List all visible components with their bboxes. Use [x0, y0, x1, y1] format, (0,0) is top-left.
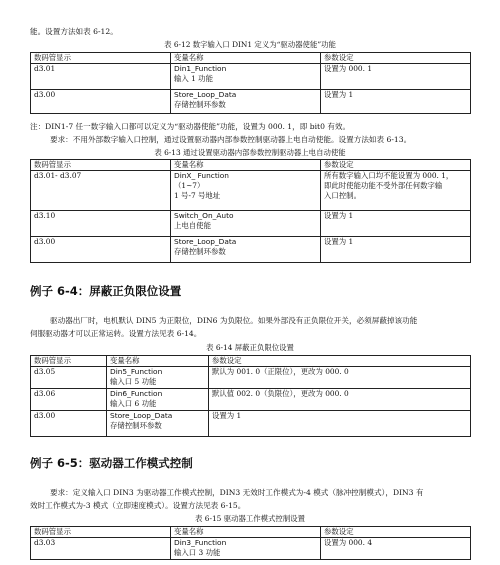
name-cell: Store_Loop_Data 存储控制环参数 [171, 237, 321, 263]
name-cell: Din3_Function 输入口 3 功能 [171, 538, 321, 560]
name-cell: Store_Loop_Data 存储控制环参数 [171, 90, 321, 114]
name-cell: DinX_ Function （1~7） 1 号-7 号地址 [171, 171, 321, 211]
header-cell: 数码管显示 [31, 160, 171, 171]
example-6-4-heading: 例子 6-4：屏蔽正负限位设置 [30, 284, 182, 298]
setting-cell: 所有数字输入口均不能设置为 000. 1， 即此时使能功能不受外部任何数字输 入口控制。 [321, 171, 471, 211]
setting-cell: 设置为 1 [321, 211, 471, 237]
setting-cell: 默认为 001. 0（正限位），更改为 000. 0 [209, 367, 471, 389]
display-cell: d3.05 [31, 367, 107, 389]
setting-cell: 设置为 000. 4 [321, 538, 471, 560]
setting-cell: 默认值 002. 0（负限位），更改为 000. 0 [209, 389, 471, 411]
header-cell: 数码管显示 [31, 53, 171, 64]
name-cell: Din5_Function 输入口 5 功能 [107, 367, 209, 389]
display-cell: d3.00 [31, 411, 107, 437]
display-cell: d3.00 [31, 90, 171, 114]
requirement-line: 要求：不用外部数字输入口控制，通过设置驱动器内部参数控制驱动器上电自动使能。设置方法如表 6-13。 [50, 135, 412, 144]
header-cell: 参数设定 [321, 527, 471, 538]
table-6-12 [30, 52, 471, 114]
table-row [31, 90, 471, 114]
header-cell: 变量名称 [107, 356, 209, 367]
setting-cell: 设置为 1 [209, 411, 471, 437]
header-cell: 变量名称 [171, 527, 321, 538]
table-row [31, 211, 471, 237]
table-6-15-caption: 表 6-15 驱动器工作模式控制设置 [195, 514, 305, 523]
header-cell: 数码管显示 [31, 527, 171, 538]
table-row [31, 237, 471, 263]
display-cell: d3.10 [31, 211, 171, 237]
display-cell: d3.06 [31, 389, 107, 411]
table-header-row [31, 160, 471, 171]
table-6-13-caption: 表 6-13 通过设置驱动器内部参数控制驱动器上电自动使能 [154, 148, 346, 157]
table-header-row [31, 527, 471, 538]
table-6-14-caption: 表 6-14 屏蔽正负限位设置 [206, 343, 294, 352]
name-cell: Switch_On_Auto 上电自使能 [171, 211, 321, 237]
table-6-14 [30, 355, 471, 437]
table-row [31, 171, 471, 211]
table-6-12-caption: 表 6-12 数字输入口 DIN1 定义为“驱动器使能”功能 [164, 40, 336, 49]
table-row [31, 411, 471, 437]
example-6-5-heading: 例子 6-5：驱动器工作模式控制 [30, 456, 193, 470]
setting-cell: 设置为 000. 1 [321, 64, 471, 90]
header-cell: 参数设定 [321, 160, 471, 171]
header-cell: 变量名称 [171, 160, 321, 171]
header-cell: 数码管显示 [31, 356, 107, 367]
table-row [31, 367, 471, 389]
example-6-5-para-line-1: 要求：定义输入口 DIN3 为驱动器工作模式控制，DIN3 无效时工作模式为-4 模式（脉冲控制模式），DIN3 有 [50, 488, 424, 497]
header-cell: 参数设定 [321, 53, 471, 64]
name-cell: Din1_Function 输入 1 功能 [171, 64, 321, 90]
table-row [31, 389, 471, 411]
display-cell: d3.00 [31, 237, 171, 263]
example-6-4-para-line-2: 伺服驱动器才可以正常运转。设置方法见表 6-14。 [30, 329, 202, 338]
setting-cell: 设置为 1 [321, 90, 471, 114]
header-cell: 变量名称 [171, 53, 321, 64]
display-cell: d3.01- d3.07 [31, 171, 171, 211]
table-row [31, 538, 471, 560]
table-6-15 [30, 526, 471, 560]
header-cell: 参数设定 [209, 356, 471, 367]
name-cell: Din6_Function 输入口 6 功能 [107, 389, 209, 411]
note-line: 注：DIN1-7 任一数字输入口都可以定义为“驱动器使能”功能，设置为 000. 1，即 bit0 有效。 [30, 122, 351, 131]
name-cell: Store_Loop_Data 存储控制环参数 [107, 411, 209, 437]
table-row [31, 64, 471, 90]
table-6-13 [30, 159, 471, 263]
table-header-row [31, 53, 471, 64]
table-header-row [31, 356, 471, 367]
display-cell: d3.03 [31, 538, 171, 560]
example-6-4-para-line-1: 驱动器出厂时，电机默认 DIN5 为正限位，DIN6 为负限位。如果外部没有正负限位开关，必须屏蔽掉该功能 [50, 316, 418, 325]
setting-cell: 设置为 1 [321, 237, 471, 263]
intro-line: 能。设置方法如表 6-12。 [30, 27, 118, 36]
example-6-5-para-line-2: 效时工作模式为-3 模式（立即速度模式）。设置方法见表 6-15。 [30, 501, 246, 510]
display-cell: d3.01 [31, 64, 171, 90]
